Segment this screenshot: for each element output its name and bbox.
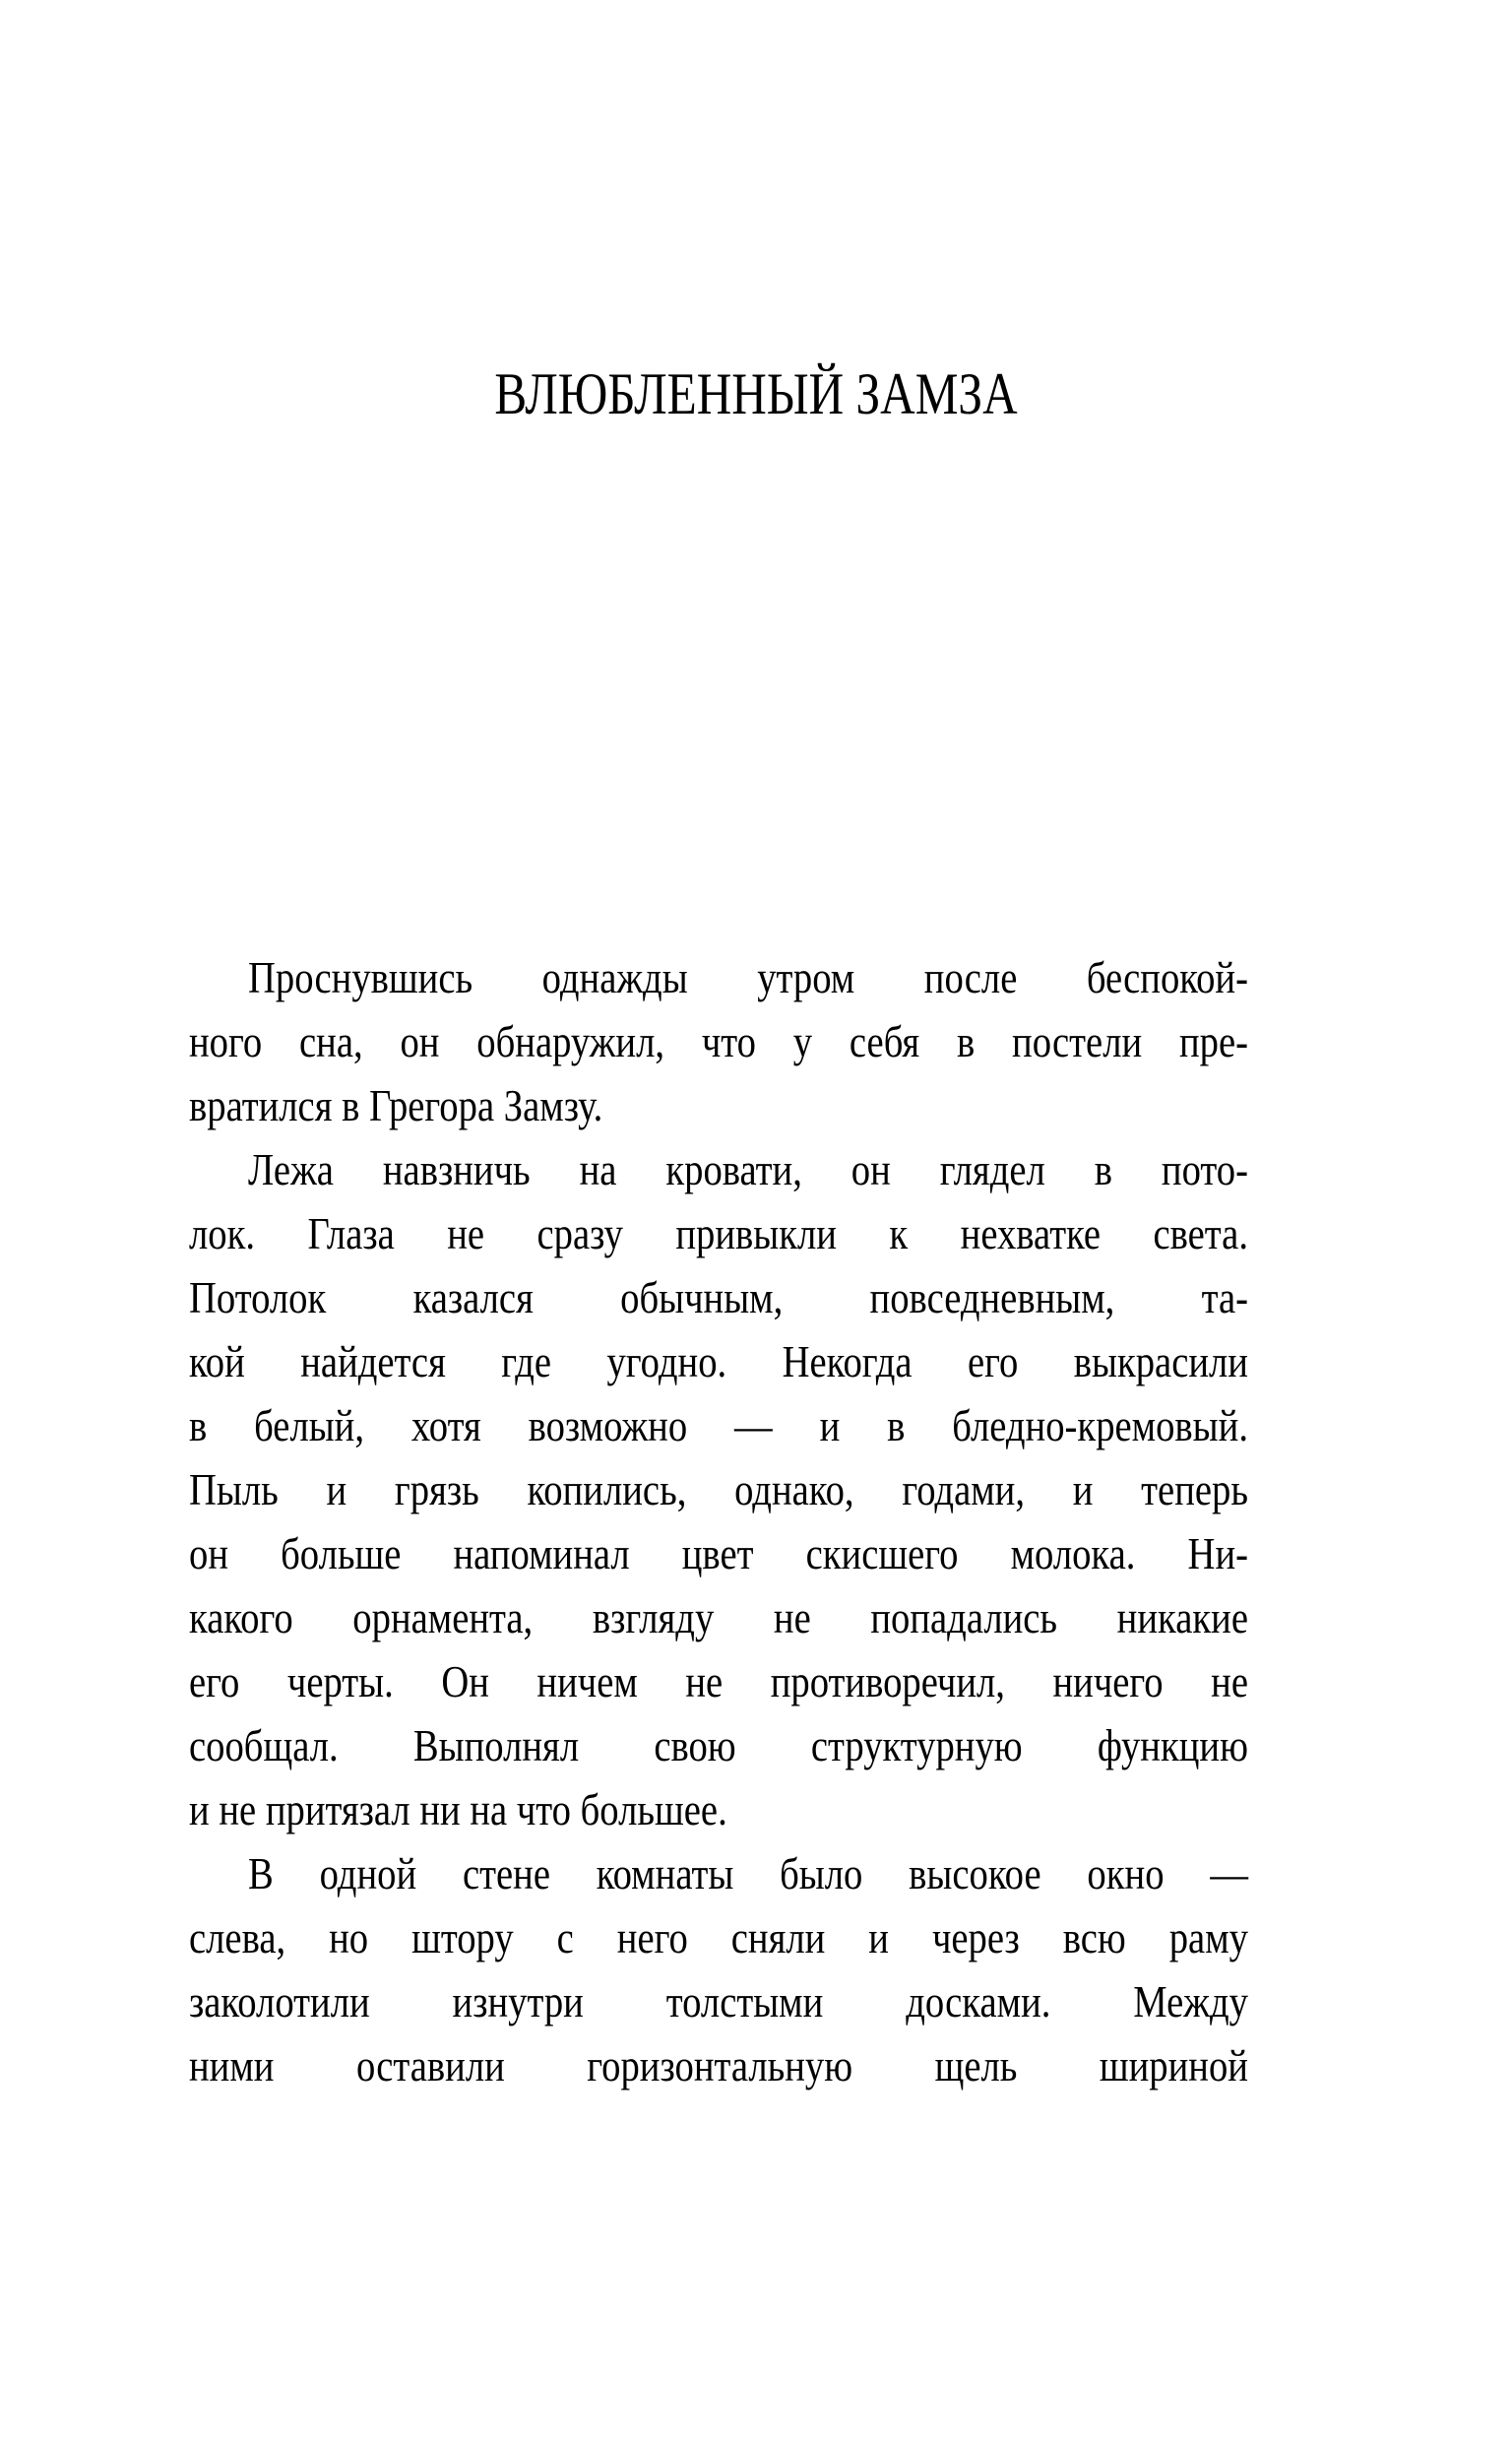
paragraph (189, 945, 1248, 1137)
text-line: заколотили изнутри толстыми досками. Между (189, 1976, 1248, 2026)
text-line: лок. Глаза не сразу привыкли к нехватке света. (189, 1208, 1248, 1258)
text-line: слева, но штору с него сняли и через всю раму (189, 1912, 1248, 1962)
text-line: В одной стене комнаты было высокое окно — (247, 1848, 1248, 1898)
text-line: сообщал. Выполнял свою структурную функцию (189, 1720, 1248, 1770)
text-line: какого орнамента, взгляду не попадались никакие (189, 1592, 1248, 1642)
text-line: Потолок казался обычным, повседневным, та- (189, 1272, 1248, 1322)
text-line: и не притязал ни на что большее. (189, 1784, 727, 1834)
text-line: Пыль и грязь копились, однако, годами, и теперь (189, 1464, 1248, 1514)
paragraph (189, 1137, 1248, 1841)
body-text (189, 945, 1248, 2097)
paragraph (189, 1841, 1248, 2097)
text-line: в белый, хотя возможно — и в бледно-кремовый. (189, 1400, 1248, 1450)
text-line: Проснувшись однажды утром после беспокой- (247, 952, 1248, 1002)
text-line: ними оставили горизонтальную щель шириной (189, 2040, 1248, 2090)
text-line: он больше напоминал цвет скисшего молока. Ни- (189, 1528, 1248, 1578)
text-line: вратился в Грегора Замзу. (189, 1080, 603, 1130)
chapter-title: ВЛЮБЛЕННЫЙ ЗАМЗА (494, 361, 1018, 426)
text-line: Лежа навзничь на кровати, он глядел в пото- (247, 1144, 1248, 1194)
text-line: ного сна, он обнаружил, что у себя в постели пре- (189, 1016, 1248, 1066)
text-line: кой найдется где угодно. Некогда его выкрасили (189, 1336, 1248, 1386)
text-line: его черты. Он ничем не противоречил, ничего не (189, 1656, 1248, 1706)
